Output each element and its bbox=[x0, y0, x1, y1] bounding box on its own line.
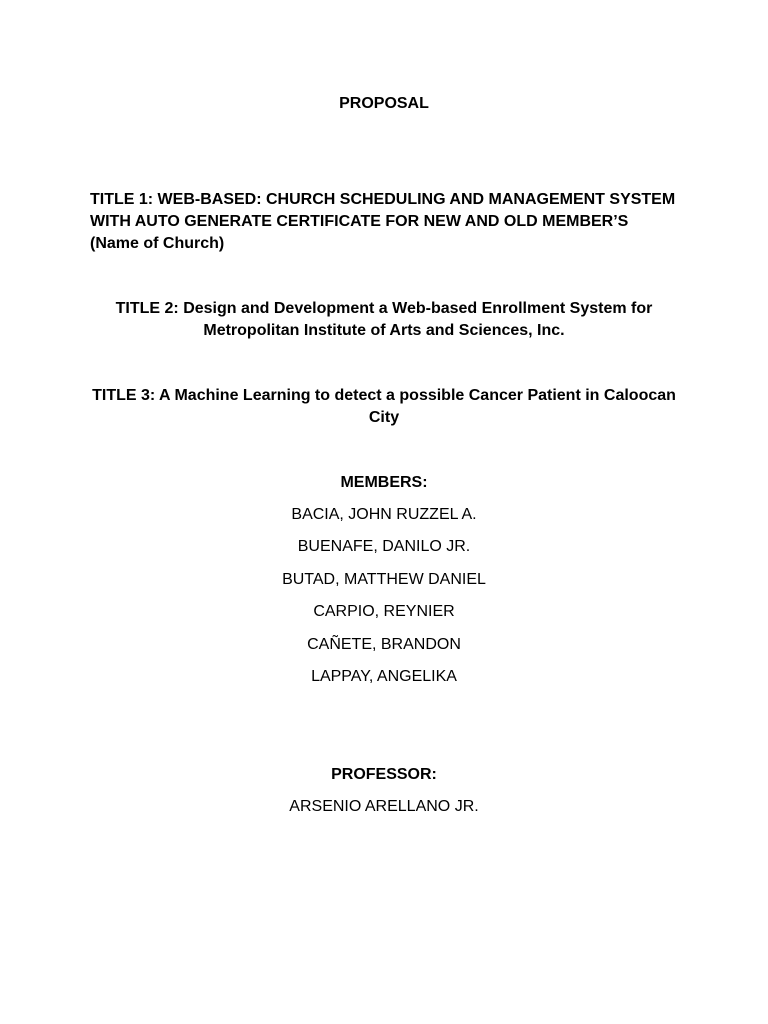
professor-name: ARSENIO ARELLANO JR. bbox=[289, 798, 479, 815]
professor-label: PROFESSOR: bbox=[331, 766, 437, 783]
list-item: CARPIO, REYNIER bbox=[313, 603, 455, 621]
title-2: TITLE 2: Design and Development a Web-based Enrollment System for Metropolitan Institute of Arts and Sciences, Inc. bbox=[115, 300, 653, 339]
title-3: TITLE 3: A Machine Learning to detect a possible Cancer Patient in Caloocan City bbox=[92, 387, 676, 426]
list-item: BUENAFE, DANILO JR. bbox=[297, 538, 471, 556]
members-list bbox=[0, 504, 768, 698]
document-heading: PROPOSAL bbox=[339, 95, 429, 112]
list-item: CAÑETE, BRANDON bbox=[307, 635, 461, 653]
list-item: BACIA, JOHN RUZZEL A. bbox=[291, 506, 477, 523]
list-item: BUTAD, MATTHEW DANIEL bbox=[282, 570, 486, 588]
members-label: MEMBERS: bbox=[340, 474, 428, 491]
title-1: TITLE 1: WEB-BASED: CHURCH SCHEDULING AND MANAGEMENT SYSTEM WITH AUTO GENERATE CERTIFICATE FOR NEW AND OLD MEMBER’S (Name of Church) bbox=[90, 191, 676, 252]
list-item: LAPPAY, ANGELIKA bbox=[311, 667, 457, 685]
